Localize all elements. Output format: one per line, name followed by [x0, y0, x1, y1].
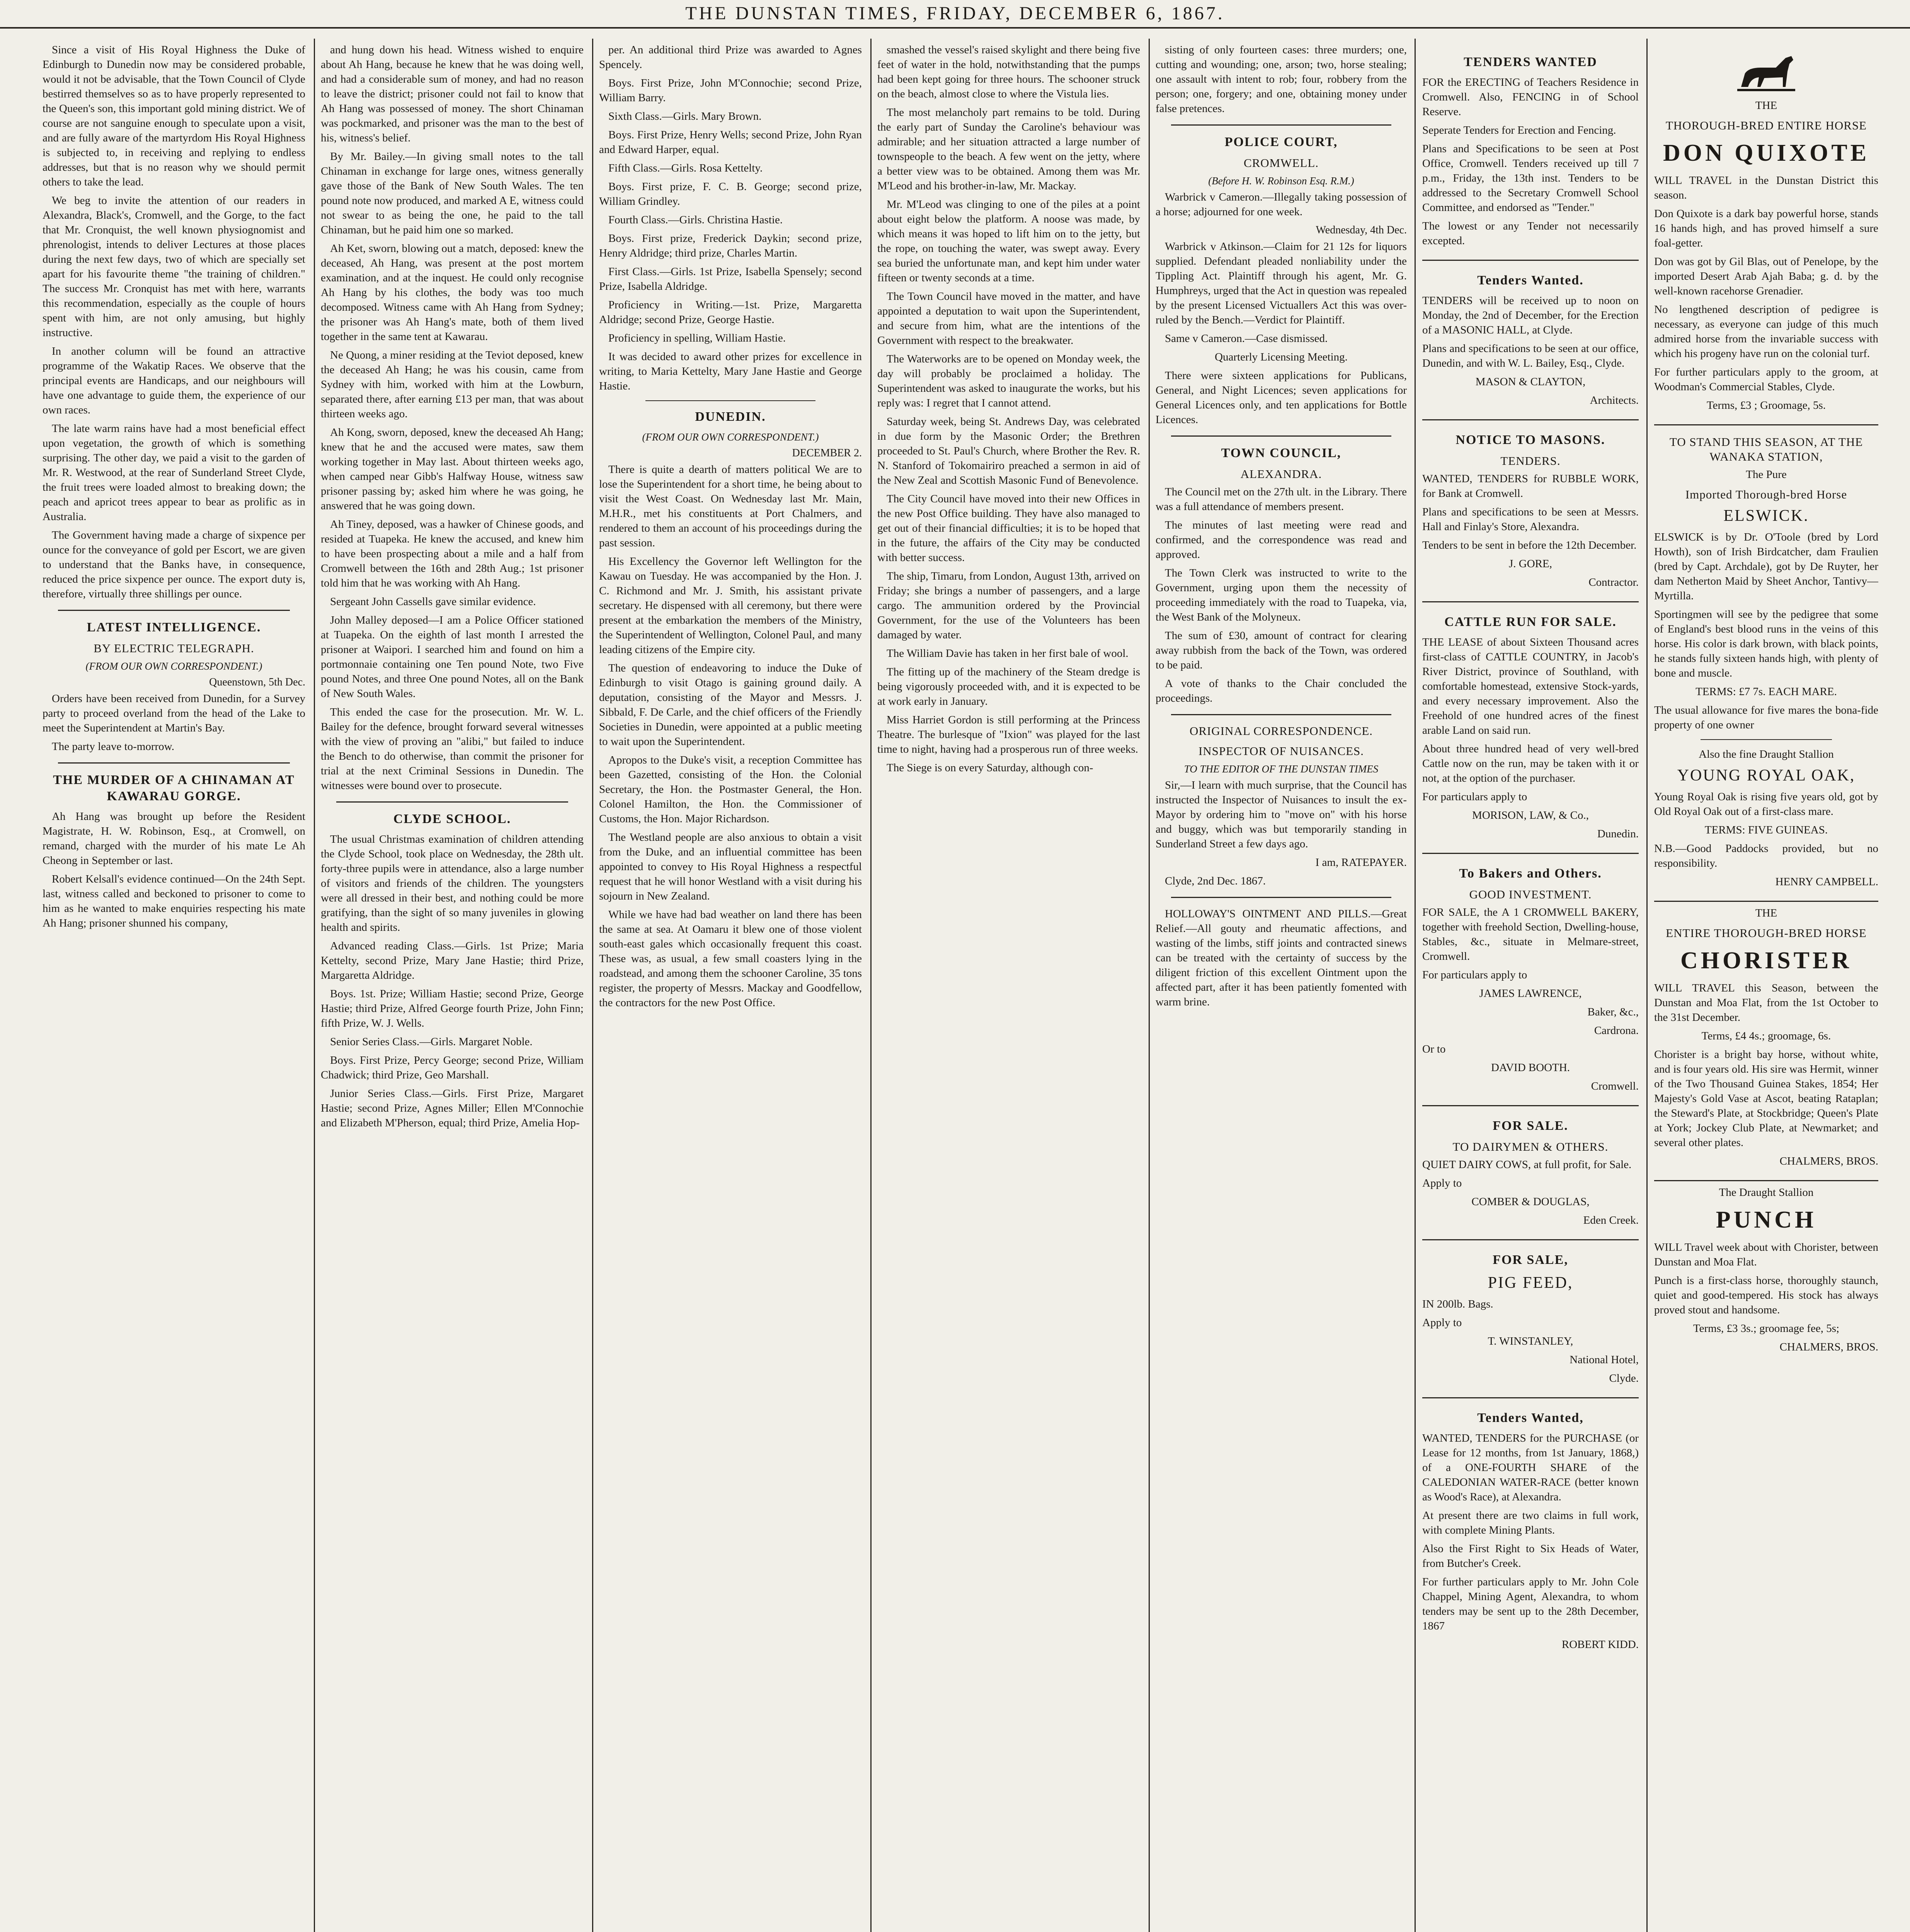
- article-paragraph: His Excellency the Governor left Wellington for the Kawau on Tuesday. He was accompanied by the Hon. J. C. Richmond and Mr. J. Smith, his assistant private secretary. He dispensed with all ceremony, but there were present at the embarkation the members of the Ministry, the Superintendent of Wellington, Colonel Paul, and many leading citizens of the Empire city.: [599, 555, 862, 656]
- ad-signature: Contractor.: [1588, 576, 1639, 588]
- ad-subheading: GOOD INVESTMENT.: [1469, 888, 1592, 901]
- ad-signature: MASON & CLAYTON,: [1475, 376, 1586, 388]
- article-paragraph: The City Council have moved into their new Offices in the new Post Office building. They have also managed to get out of their financial difficulties; it is to be hoped that in the future, the affairs of the City may be conducted with better success.: [877, 493, 1140, 564]
- byline: (FROM OUR OWN CORRESPONDENT.): [85, 660, 262, 672]
- section-subheading: INSPECTOR OF NUISANCES.: [1198, 744, 1364, 758]
- ad-signature: T. WINSTANLEY,: [1488, 1335, 1573, 1347]
- article-paragraph: Ah Hang was brought up before the Resident Magistrate, H. W. Robinson, Esq., at Cromwell, on remand, charged with the murder of his mate Le Ah Cheong in September or last.: [43, 810, 305, 867]
- article-paragraph: Same v Cameron.—Case dismissed.: [1165, 332, 1328, 345]
- ad-body: Plans and Specifications to be seen at Post Office, Cromwell. Tenders received up till 7 p.m., Friday, the 13th inst. Tenders to be addressed to the Secretary Cromwell School Committee, and endorsed as "Tender.": [1422, 143, 1639, 214]
- advertisement: [1422, 854, 1639, 1106]
- article-paragraph: In another column will be found an attractive programme of the Wakatip Races. We observe that the principal events are Handicaps, and our neighbours will have one advantage to guide them, the experience of our own races.: [43, 345, 305, 416]
- dateline: Wednesday, 4th Dec.: [1316, 224, 1407, 236]
- section-heading: ORIGINAL CORRESPONDENCE.: [1189, 724, 1373, 738]
- ad-heading: TENDERS WANTED: [1464, 55, 1597, 69]
- ad-signature: MORISON, LAW, & Co.,: [1472, 809, 1589, 821]
- column-7: [1654, 43, 1878, 1932]
- ad-body: FOR the ERECTING of Teachers Residence in Cromwell. Also, FENCING in of School Reserve.: [1422, 76, 1639, 118]
- advertisement: [1422, 420, 1639, 602]
- ad-subheading: ENTIRE THOROUGH-BRED HORSE: [1666, 926, 1867, 940]
- ad-body: For further particulars apply to Mr. John Cole Chappel, Mining Agent, Alexandra, to whom tenders may be sent up to the 28th December, 1867: [1422, 1576, 1639, 1632]
- ad-body: IN 200lb. Bags.: [1422, 1298, 1493, 1310]
- article-paragraph: The most melancholy part remains to be told. During the early part of Sunday the Caroline's behaviour was admirable; and her situation attracted a large number of townspeople to the beach. A few went on the jetty, where a better view was to be obtained. Among them was Mr. M'Leod and his brother-in-law, Mr. Mackay.: [877, 106, 1140, 192]
- ad-signature: Cardrona.: [1594, 1024, 1639, 1037]
- ad-title: ELSWICK.: [1723, 507, 1809, 525]
- byline: (Before H. W. Robinson Esq. R.M.): [1208, 175, 1354, 187]
- article-paragraph: John Malley deposed—I am a Police Officer stationed at Tuapeka. On the eighth of last month I arrested the prisoner at Waipori. I searched him and found on him a portmonnaie containing one Ten pound Note, two Five pound Notes, and three One pound Notes, all on the Bank of New South Wales.: [321, 614, 584, 700]
- article-paragraph: Junior Series Class.—Girls. First Prize, Margaret Hastie; second Prize, Agnes Miller; Ellen M'Connochie and Elizabeth M'Pherson, equal; third Prize, Amelia Hop-: [321, 1087, 584, 1129]
- ad-body: For particulars apply to: [1422, 791, 1527, 803]
- article-paragraph: Ah Tiney, deposed, was a hawker of Chinese goods, and resided at Tuapeka. He knew the accused, and knew him to have been prospecting about a mile and a half from Cromwell between the 16th and 28th Aug.; 1st prisoner told him that he was working with Ah Hang.: [321, 518, 584, 589]
- article-paragraph: The Siege is on every Saturday, although con-: [887, 762, 1093, 774]
- column-5: [1156, 43, 1407, 1932]
- ad-signature: Architects.: [1590, 394, 1639, 406]
- article-paragraph: Boys. 1st. Prize; William Hastie; second Prize, George Hastie; third Prize, Alfred George fourth Prize, John Finn; fifth Prize, W. J. Wells.: [321, 988, 584, 1029]
- article-paragraph: Warbrick v Atkinson.—Claim for 21 12s for liquors supplied. Defendant pleaded nonliability under the Tippling Act. Plaintiff through his agent, Mr. G. Humphreys, urged that the Act in question was repealed by the present Licensed Victuallers Act this was over-ruled by the Bench.—Verdict for Plaintiff.: [1156, 240, 1407, 326]
- advertisement: [1422, 1398, 1639, 1663]
- ad-kicker: THE: [1755, 99, 1777, 112]
- advertisement: [1422, 261, 1639, 420]
- ad-body: WILL Travel week about with Chorister, between Dunstan and Moa Flat.: [1654, 1241, 1878, 1268]
- column-2: [321, 43, 584, 1932]
- ad-body: Young Royal Oak is rising five years old, got by Old Royal Oak out of a first-class mare.: [1654, 791, 1878, 818]
- divider: [58, 610, 290, 611]
- article-paragraph: The William Davie has taken in her first bale of wool.: [887, 647, 1129, 660]
- ad-heading: To Bakers and Others.: [1459, 866, 1602, 881]
- article-paragraph: Ah Ket, sworn, blowing out a match, deposed: knew the deceased, Ah Hang, was present at the post mortem examination, and at the inquest. He could only recognise Ah Hang by his clothes, the body was too much decomposed. Witness came with Ah Hang from Sydney; the prisoner was Ah Hang's mate, both of them lived together in the same tent at Kawarau.: [321, 242, 584, 343]
- article-paragraph: Proficiency in spelling, William Hastie.: [608, 332, 786, 344]
- masthead: THE DUNSTAN TIMES, FRIDAY, DECEMBER 6, 1867.: [0, 0, 1910, 29]
- ad-title: CHORISTER: [1680, 947, 1852, 974]
- ad-heading: TO STAND THIS SEASON, AT THE WANAKA STATION,: [1669, 435, 1863, 463]
- section-heading: POLICE COURT,: [1224, 135, 1338, 149]
- article-paragraph: Fifth Class.—Girls. Rosa Kettelty.: [608, 162, 763, 174]
- section-heading: DUNEDIN.: [695, 410, 766, 424]
- article-paragraph: The ship, Timaru, from London, August 13th, arrived on Friday; she brings a number of passengers, and a large cargo. The ammunition ordered by the Provincial Government, for the use of the Volunteers has been damaged by water.: [877, 570, 1140, 641]
- article-paragraph: Mr. M'Leod was clinging to one of the piles at a point about eight below the platform. A noose was made, by which means it was hoped to lift him on to the jetty, but the rope, on touching the water, was swept away. Every sea buried the unfortunate man, and kept him under water fifteen or twenty seconds at a time.: [877, 198, 1140, 284]
- ad-body: Also the First Right to Six Heads of Water, from Butcher's Creek.: [1422, 1543, 1639, 1570]
- ad-heading: FOR SALE.: [1493, 1119, 1568, 1133]
- article-paragraph: Since a visit of His Royal Highness the Duke of Edinburgh to Dunedin now may be considered probable, would it not be advisable, that the Town Council of Clyde bestirred themselves so as to have properly represented to the Queen's son, this important gold mining district. We of course are not sanguine enough to speculate upon a visit, and are fully aware of the martyrdom His Royal Highness is subjected to, in receiving and replying to endless addresses, but that is no reason why we should permit others to take the lead.: [43, 44, 305, 188]
- article-paragraph: Fourth Class.—Girls. Christina Hastie.: [608, 214, 783, 226]
- ad-body: For further particulars apply to the groom, at Woodman's Commercial Stables, Clyde.: [1654, 366, 1878, 393]
- ad-body: Seperate Tenders for Erection and Fencing.: [1422, 124, 1616, 136]
- ad-body: ELSWICK is by Dr. O'Toole (bred by Lord Howth), son of Irish Birdcatcher, dam Fraulien (bred by Capt. Archdale), got by De Ruyter, her dam Netherton Maid by Sheet Anchor, Tantivy—Myrtilla.: [1654, 531, 1878, 602]
- ad-signature: JAMES LAWRENCE,: [1479, 987, 1582, 1000]
- article-paragraph: Boys. First Prize, Henry Wells; second Prize, John Ryan and Edward Harper, equal.: [599, 129, 862, 156]
- ad-body: The lowest or any Tender not necessarily excepted.: [1422, 220, 1639, 247]
- ad-body: The usual allowance for five mares the bona-fide property of one owner: [1654, 704, 1878, 731]
- column-6: [1422, 43, 1639, 1932]
- advertisement: [1422, 43, 1639, 261]
- ad-body: For particulars apply to: [1422, 969, 1527, 981]
- advertisement: [1654, 1181, 1878, 1366]
- ad-body: Sportingmen will see by the pedigree that some of England's best blood runs in the veins of this horse. His color is dark brown, with black points, he stands fully sixteen hands high, with plenty of bone and muscle.: [1654, 608, 1878, 679]
- ad-body: Don was got by Gil Blas, out of Penelope, by the imported Desert Arab Ajah Baba; g. d. by the well-known racehorse Grenadier.: [1654, 255, 1878, 297]
- article-paragraph: A vote of thanks to the Chair concluded the proceedings.: [1156, 677, 1407, 704]
- ad-body: About three hundred head of very well-bred Cattle now on the run, may be taken with it or not, at the option of the purchaser.: [1422, 743, 1639, 784]
- ad-body: Or to: [1422, 1043, 1446, 1055]
- ad-subheading: TENDERS.: [1500, 454, 1561, 468]
- byline: TO THE EDITOR OF THE DUNSTAN TIMES: [1184, 763, 1379, 775]
- dateline: DECEMBER 2.: [792, 447, 862, 459]
- ad-title: PUNCH: [1716, 1207, 1817, 1233]
- column-1: [43, 43, 305, 1932]
- article-paragraph: The usual Christmas examination of children attending the Clyde School, took place on Wednesday, the 28th ult. forty-three pupils were in attendance, also a large number of visitors and friends of the children. The youngsters were all dressed in their best, and nothing could be more gratifying, than the sight of so many juveniles in glowing health and spirits.: [321, 833, 584, 934]
- ad-signature: CHALMERS, BROS.: [1779, 1155, 1878, 1167]
- article-paragraph: Proficiency in Writing.—1st. Prize, Margaretta Aldridge; second Prize, George Hastie.: [599, 299, 862, 326]
- article-paragraph: There is quite a dearth of matters political We are to lose the Superintendent for a short time, he being about to visit the West Coast. On Wednesday last Mr. Main, M.H.R., met his constituents at Port Chalmers, and rendered to them an account of his proceedings during the past session.: [599, 463, 862, 549]
- article-paragraph: This ended the case for the prosecution. Mr. W. L. Bailey for the defence, brought forward several witnesses with the view of proving an "alibi," but failed to induce the Bench to do otherwise, than commit the prisoner for trial at the next Criminal Sessions in Dunedin. The witnesses were bound over to prosecute.: [321, 706, 584, 792]
- ad-signature: National Hotel,: [1570, 1354, 1639, 1366]
- divider: [1171, 124, 1391, 126]
- ad-body: WANTED, TENDERS for RUBBLE WORK, for Bank at Cromwell.: [1422, 473, 1639, 500]
- ad-heading: FOR SALE,: [1493, 1253, 1568, 1267]
- ad-signature: Dunedin.: [1597, 828, 1639, 840]
- ad-heading: Tenders Wanted.: [1477, 273, 1584, 287]
- ad-body: Apply to: [1422, 1177, 1462, 1189]
- column-rule: [1646, 39, 1648, 1932]
- divider: [1171, 435, 1391, 437]
- article-paragraph: Boys. First Prize, John M'Connochie; second Prize, William Barry.: [599, 77, 862, 104]
- article-paragraph: Advanced reading Class.—Girls. 1st Prize; Maria Kettelty, second Prize, Mary Jane Hastie; third Prize, Margaretta Aldridge.: [321, 940, 584, 981]
- article-paragraph: The late warm rains have had a most beneficial effect upon vegetation, the growth of which is something surprising. The other day, we paid a visit to the garden of Mr. R. Westwood, at the rear of Sunderland Street Clyde, the fruit trees were loaded almost to breaking down; the peach and apricot trees appear to bear as prolific as in Australia.: [43, 422, 305, 523]
- ad-body: Don Quixote is a dark bay powerful horse, stands 16 hands high, and has proved himself a sure foal-getter.: [1654, 207, 1878, 249]
- article-paragraph: Sergeant John Cassells gave similar evidence.: [330, 595, 536, 608]
- article-paragraph: per. An additional third Prize was awarded to Agnes Spencely.: [599, 44, 862, 71]
- ad-subheading: THOROUGH-BRED ENTIRE HORSE: [1665, 119, 1867, 132]
- ad-terms: Terms, £4 4s.; groomage, 6s.: [1701, 1030, 1831, 1042]
- ad-body: THE LEASE of about Sixteen Thousand acres first-class of CATTLE COUNTRY, in Jacob's River District, province of Southland, with comfortable homestead, extensive Stock-yards, and every necessary improvement. Also the Freehold of one hundred acres of the finest arable Land on said run.: [1422, 636, 1639, 736]
- article-paragraph: sisting of only fourteen cases: three murders; one, cutting and wounding; one, arson; two, horse stealing; one assault with intent to rob; four, robbery from the person; one, forgery; and one, obtaining money under false pretences.: [1156, 44, 1407, 115]
- section-subheading: BY ELECTRIC TELEGRAPH.: [94, 641, 254, 655]
- article-paragraph: The question of endeavoring to induce the Duke of Edinburgh to visit Otago is gaining ground daily. A deputation, consisting of the Mayor and Messrs. J. Sibbald, F. De Carle, and the chief officers of the Friendly Societies in Dunedin, were appointed at a public meeting to wait upon the Superintendent.: [599, 662, 862, 748]
- article-paragraph: Sixth Class.—Girls. Mary Brown.: [608, 110, 762, 122]
- article-paragraph: Quarterly Licensing Meeting.: [1215, 351, 1348, 363]
- ad-signature: Cromwell.: [1591, 1080, 1639, 1092]
- article-paragraph: While we have had bad weather on land there has been the same at sea. At Oamaru it blew one of those violent south-east gales which occasionally frequent this coast. These was, as usual, a few small coasters lying in the roadstead, and among them the schooner Caroline, 35 tons register, the property of Messrs. Mackay and Goodfellow, the contractors for the new Post Office.: [599, 908, 862, 1009]
- advertisement: [1422, 1106, 1639, 1240]
- column-4: [877, 43, 1140, 1932]
- article-paragraph: It was decided to award other prizes for excellence in writing, to Maria Kettelty, Mary Jane Hastie and George Hastie.: [599, 350, 862, 392]
- ad-kicker: Also the fine Draught Stallion: [1699, 748, 1834, 760]
- byline: (FROM OUR OWN CORRESPONDENT.): [642, 431, 819, 443]
- article-paragraph: Apropos to the Duke's visit, a reception Committee has been Gazetted, consisting of the Hon. the Colonial Secretary, the Hon. the Postmaster General, the Hon. Colonel Hamilton, the Hon. the Commissioner of Customs, the Hon. Major Richardson.: [599, 754, 862, 825]
- ad-heading: Tenders Wanted,: [1477, 1411, 1584, 1425]
- article-paragraph: The Council met on the 27th ult. in the Library. There was a full attendance of members present.: [1156, 486, 1407, 513]
- divider: [645, 400, 815, 401]
- ad-terms: TERMS: £7 7s. EACH MARE.: [1696, 685, 1837, 698]
- ad-body: QUIET DAIRY COWS, at full profit, for Sale.: [1422, 1158, 1632, 1171]
- section-subheading: ALEXANDRA.: [1240, 467, 1322, 481]
- section-subheading: CROMWELL.: [1243, 156, 1319, 170]
- advertisement: [1422, 602, 1639, 854]
- ad-title: YOUNG ROYAL OAK,: [1677, 767, 1856, 784]
- ad-signature: DAVID BOOTH.: [1491, 1061, 1570, 1074]
- article-paragraph: We beg to invite the attention of our readers in Alexandra, Black's, Cromwell, and the Gorge, to the fact that Mr. Cronquist, the well known physiognomist and phrenologist, intends to deliver Lectures at those places during the next few days, two of which are specially set apart for his favourite theme "the training of children." The success Mr. Cronquist has met with here, warrants this recommendation, especially as the couple of hours spent with him, are not only amusing, but highly instructive.: [43, 194, 305, 339]
- ad-body: WANTED, TENDERS for the PURCHASE (or Lease for 12 months, from 1st January, 1868,) of a ONE-FOURTH SHARE of the CALEDONIAN WATER-RACE (better known as Wood's Race), at Alexandra.: [1422, 1432, 1639, 1503]
- article-paragraph: Robert Kelsall's evidence continued—On the 24th Sept. last, witness called and beckoned to prisoner to come to him as he wanted to make enquiries respecting his mate Ah Hang; prisoner shunned his company,: [43, 873, 305, 929]
- column-rule: [1149, 39, 1150, 1932]
- article-paragraph: The fitting up of the machinery of the Steam dredge is being vigorously proceeded with, and it is expected to be at work early in January.: [877, 666, 1140, 707]
- column-rule: [1415, 39, 1416, 1932]
- ad-signature: Eden Creek.: [1583, 1214, 1639, 1226]
- section-heading: LATEST INTELLIGENCE.: [87, 620, 261, 634]
- ad-body: Tenders to be sent in before the 12th December.: [1422, 539, 1637, 551]
- article-paragraph: Warbrick v Cameron.—Illegally taking possession of a horse; adjourned for one week.: [1156, 191, 1407, 218]
- column-3: [599, 43, 862, 1932]
- article-paragraph: Boys. First prize, Frederick Daykin; second prize, Henry Aldridge; third prize, Charles Martin.: [599, 232, 862, 259]
- article-paragraph: and hung down his head. Witness wished to enquire about Ah Hang, because he knew that he was doing well, and had a considerable sum of money, and had no reason to leave the district; prisoner could not fail to know that Ah Hang was possessed of money. The short Chinaman was pockmarked, and prisoner was the man to the best of his, witness's belief.: [321, 44, 584, 144]
- ad-body: WILL TRAVEL in the Dunstan District this season.: [1654, 174, 1878, 201]
- article-paragraph: Ne Quong, a miner residing at the Teviot deposed, knew the deceased Ah Hang; he was his cousin, came from Sydney with him, worked with him at the Lowburn, separated there, after earning £13 per man, that was about thirteen weeks ago.: [321, 349, 584, 420]
- article-paragraph: Orders have been received from Dunedin, for a Survey party to proceed overland from the head of the Lake to meet the Superintendent at Martin's Bay.: [43, 692, 305, 734]
- article-paragraph: The Town Clerk was instructed to write to the Government, urging upon them the necessity of proceeding immediately with the road to Tuapeka, via, the West Bank of the Molyneux.: [1156, 567, 1407, 623]
- article-paragraph: Boys. First Prize, Percy George; second Prize, William Chadwick; third Prize, Geo Marshall.: [321, 1054, 584, 1081]
- ad-signature: Clyde.: [1609, 1372, 1639, 1384]
- article-paragraph: Ah Kong, sworn, deposed, knew the deceased Ah Hang; knew that he and the accused were mates, saw them working together in May last. About thirteen weeks ago, when camped near Gibb's Halfway House, witness saw prisoner passing by; asked him where he was going, he answered that he was going down.: [321, 426, 584, 512]
- article-paragraph: Miss Harriet Gordon is still performing at the Princess Theatre. The burlesque of "Ixion" was played for the last time to night, having had a prosperous run of three weeks.: [877, 714, 1140, 755]
- article-paragraph: By Mr. Bailey.—In giving small notes to the tall Chinaman in exchange for large ones, witness generally gave those of the Bank of New South Wales. The ten pound note now produced, and marked A E, witness could not swear to as being the one, he paid to the tall Chinaman, but he paid him one so marked.: [321, 150, 584, 236]
- article-paragraph: smashed the vessel's raised skylight and there being five feet of water in the hold, notwithstanding that the pumps had been kept going for three hours. The schooner struck on the beach, almost close to where the Vistula lies.: [877, 44, 1140, 100]
- advertisement: [1654, 425, 1878, 902]
- section-heading: CLYDE SCHOOL.: [393, 812, 511, 826]
- article-paragraph: The Waterworks are to be opened on Monday week, the day will probably be proclaimed a holiday. The Superintendent was asked to inaugurate the works, but his reply was: I regret that I cannot attend.: [877, 353, 1140, 409]
- ad-subheading: Imported Thorough-bred Horse: [1685, 488, 1847, 501]
- article-paragraph: The minutes of last meeting were read and confirmed, and the correspondence was read and approved.: [1156, 519, 1407, 561]
- section-heading: TOWN COUNCIL,: [1221, 446, 1341, 460]
- column-rule: [870, 39, 872, 1932]
- letter-signoff: I am, RATEPAYER.: [1315, 856, 1407, 869]
- article-paragraph: Sir,—I learn with much surprise, that the Council has instructed the Inspector of Nuisances to insult the ex-Mayor by ordering him to "move on" with his horse and buggy, which was but temporarily standing in Sunderland Street a few days ago.: [1156, 779, 1407, 850]
- article-paragraph: Saturday week, being St. Andrews Day, was celebrated in due form by the Masonic Order; the Brethren proceeded to St. Paul's Church, where Brother the Rev. R. N. Stanford of Tokomairiro preached a sermon in aid of the New Zeal and Scottish Masonic Fund of Benevolence.: [877, 415, 1140, 486]
- divider: [58, 762, 290, 764]
- dateline: Queenstown, 5th Dec.: [209, 676, 305, 688]
- ad-terms: Terms, £3 ; Groomage, 5s.: [1706, 399, 1826, 412]
- article-paragraph: Boys. First prize, F. C. B. George; second prize, William Grindley.: [599, 180, 862, 207]
- ad-body: WILL TRAVEL this Season, between the Dunstan and Moa Flat, from the 1st October to the 31st December.: [1654, 982, 1878, 1024]
- ad-signature: CHALMERS, BROS.: [1779, 1341, 1878, 1353]
- ad-body: Chorister is a bright bay horse, without white, and is four years old. His sire was Hermit, winner of the Two Thousand Guinea Stakes, 1854; Her Majesty's Gold Vase at Ascot, beating Rataplan; the Steward's Plate, at Stockbridge; Queen's Plate at York; Jockey Club Plate, at Newmarket; and several other plates.: [1654, 1048, 1878, 1149]
- ad-body: N.B.—Good Paddocks provided, but no responsibility.: [1654, 842, 1878, 869]
- article-paragraph: HOLLOWAY'S OINTMENT AND PILLS.—Great Relief.—All gouty and rheumatic affections, and wasting of the limbs, stiff joints and contracted sinews can be treated with the certainty of success by the diligent friction of this excellent Ointment upon the affected part, after it has been patiently fomented with warm brine.: [1156, 908, 1407, 1008]
- article-paragraph: First Class.—Girls. 1st Prize, Isabella Spensely; second Prize, Isabella Aldridge.: [599, 265, 862, 293]
- ad-kicker: The Pure: [1746, 468, 1787, 481]
- ad-kicker: THE: [1755, 907, 1777, 919]
- article-paragraph: The Government having made a charge of sixpence per ounce for the conveyance of gold per Escort, we are given to understand that the Banks have, in consequence, reduced the price sixpence per ounce. The export duty is, therefore, virtually three shillings per ounce.: [43, 529, 305, 600]
- ad-signature: Baker, &c.,: [1587, 1006, 1639, 1018]
- ad-body: Plans and specifications to be seen at Messrs. Hall and Finlay's Store, Alexandra.: [1422, 506, 1639, 533]
- ad-body: Plans and specifications to be seen at our office, Dunedin, and with W. L. Bailey, Esq., Clyde.: [1422, 342, 1639, 369]
- article-paragraph: The Westland people are also anxious to obtain a visit from the Duke, and an influential committee has been appointed to convey to His Royal Highness a respectful request that he will honor Westland with a visit during his sojourn in New Zealand.: [599, 831, 862, 902]
- ad-subheading: TO DAIRYMEN & OTHERS.: [1452, 1140, 1609, 1153]
- ad-terms: Terms, £3 3s.; groomage fee, 5s;: [1693, 1322, 1840, 1335]
- article-paragraph: The Town Council have moved in the matter, and have appointed a deputation to wait upon the Superintendent, and secure from him, what are the intentions of the Government with respect to the breakwater.: [877, 290, 1140, 347]
- ad-signature: J. GORE,: [1509, 558, 1552, 570]
- ad-signature: ROBERT KIDD.: [1561, 1638, 1639, 1651]
- divider: [1171, 714, 1391, 715]
- divider: [1171, 897, 1391, 898]
- article-paragraph: There were sixteen applications for Publicans, General, and Night Licences; seven applications for General Licences only, and ten applications for Bottle Licences.: [1156, 369, 1407, 426]
- advertisement: [1654, 902, 1878, 1181]
- ad-body: Apply to: [1422, 1316, 1462, 1329]
- ad-body: TENDERS will be received up to noon on Monday, the 2nd of December, for the Erection of a MASONIC HALL, at Clyde.: [1422, 294, 1639, 336]
- ad-body: No lengthened description of pedigree is necessary, as everyone can judge of this much admired horse from the invariable success with which his progeny have run on the colonial turf.: [1654, 303, 1878, 360]
- horse-icon: [1733, 50, 1799, 97]
- ad-body: Punch is a first-class horse, thoroughly staunch, quiet and good-tempered. His stock has always proved stout and handsome.: [1654, 1274, 1878, 1316]
- article-paragraph: The sum of £30, amount of contract for clearing away rubbish from the back of the Town, was ordered to be paid.: [1156, 629, 1407, 671]
- divider: [336, 801, 568, 803]
- article-paragraph: The party leave to-morrow.: [52, 740, 174, 753]
- advertisement: [1654, 43, 1878, 425]
- ad-title: DON QUIXOTE: [1663, 140, 1870, 166]
- ad-heading: CATTLE RUN FOR SALE.: [1444, 615, 1617, 629]
- column-rule: [314, 39, 315, 1932]
- column-rule: [592, 39, 593, 1932]
- advertisement: [1422, 1240, 1639, 1398]
- ad-heading: NOTICE TO MASONS.: [1455, 433, 1605, 447]
- ad-signature: COMBER & DOUGLAS,: [1471, 1196, 1590, 1208]
- section-heading: THE MURDER OF A CHINAMAN AT KAWARAU GORGE.: [53, 773, 295, 803]
- ad-title: PIG FEED,: [1488, 1274, 1573, 1292]
- ad-body: At present there are two claims in full work, with complete Mining Plants.: [1422, 1509, 1639, 1536]
- letter-date: Clyde, 2nd Dec. 1867.: [1165, 875, 1266, 887]
- ad-signature: HENRY CAMPBELL.: [1775, 876, 1878, 888]
- ad-kicker: The Draught Stallion: [1719, 1186, 1814, 1199]
- article-paragraph: Senior Series Class.—Girls. Margaret Noble.: [330, 1036, 533, 1048]
- ad-body: FOR SALE, the A 1 CROMWELL BAKERY, together with freehold Section, Dwelling-house, Stables, &c., situate in Melmare-street, Cromwell.: [1422, 906, 1639, 963]
- divider: [1701, 739, 1832, 740]
- ad-terms: TERMS: FIVE GUINEAS.: [1704, 824, 1828, 836]
